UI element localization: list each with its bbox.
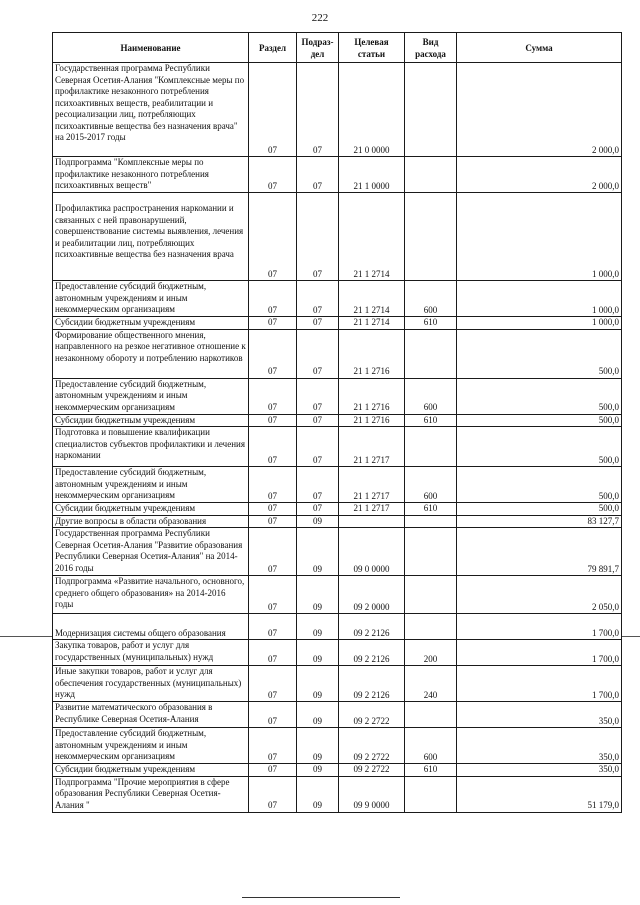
row-name: Предоставление субсидий бюджетным, автономным учреждениям и иным некоммерческим организациям <box>53 281 249 317</box>
table-row <box>53 764 622 777</box>
row-summa: 1 700,0 <box>457 640 622 666</box>
row-vid <box>405 193 457 281</box>
row-razdel: 07 <box>249 63 297 157</box>
row-summa: 500,0 <box>457 414 622 427</box>
row-celevaya: 21 1 0000 <box>339 157 405 193</box>
table-body <box>53 63 622 813</box>
row-razdel: 07 <box>249 515 297 528</box>
row-name: Подпрограмма "Прочие мероприятия в сфере образования Республики Северная Осетия-Алания " <box>53 776 249 812</box>
row-vid <box>405 427 457 467</box>
row-name: Модернизация системы общего образования <box>53 614 249 640</box>
row-summa: 79 891,7 <box>457 528 622 576</box>
row-name: Закупка товаров, работ и услуг для государственных (муниципальных) нужд <box>53 640 249 666</box>
row-summa: 2 000,0 <box>457 63 622 157</box>
table-row <box>53 640 622 666</box>
row-summa: 500,0 <box>457 467 622 503</box>
row-celevaya: 21 1 2714 <box>339 193 405 281</box>
row-vid: 610 <box>405 414 457 427</box>
row-summa: 500,0 <box>457 378 622 414</box>
row-name: Предоставление субсидий бюджетным, автономным учреждениям и иным некоммерческим организациям <box>53 467 249 503</box>
row-name: Подпрограмма "Комплексные меры по профилактике незаконного потребления психоактивных веществ" <box>53 157 249 193</box>
header-razdel: Раздел <box>249 33 297 63</box>
header-podrazdel: Подраз-дел <box>297 33 339 63</box>
row-vid: 610 <box>405 317 457 330</box>
row-summa: 83 127,7 <box>457 515 622 528</box>
table-row <box>53 467 622 503</box>
row-celevaya: 09 2 2722 <box>339 702 405 728</box>
row-vid <box>405 329 457 378</box>
row-vid: 610 <box>405 503 457 516</box>
row-name: Профилактика распространения наркомании и связанных с ней правонарушений, совершенствование системы выявления, лечения и реабилитации лиц, потребляющих психоактивные вещества без назначения врача <box>53 193 249 281</box>
row-summa: 2 000,0 <box>457 157 622 193</box>
row-podrazdel: 09 <box>297 614 339 640</box>
row-name: Государственная программа Республики Северная Осетия-Алания "Развитие образования Республики Северная Осетия-Алания" на 2014-2016 годы <box>53 528 249 576</box>
row-vid: 600 <box>405 728 457 764</box>
row-vid: 240 <box>405 666 457 702</box>
table-row <box>53 193 622 281</box>
row-podrazdel: 09 <box>297 666 339 702</box>
table-row <box>53 576 622 614</box>
row-summa: 1 700,0 <box>457 614 622 640</box>
row-razdel: 07 <box>249 776 297 812</box>
header-vid: Вид расхода <box>405 33 457 63</box>
row-podrazdel: 07 <box>297 157 339 193</box>
row-razdel: 07 <box>249 467 297 503</box>
row-celevaya: 21 1 2717 <box>339 503 405 516</box>
row-razdel: 07 <box>249 528 297 576</box>
budget-table <box>52 32 622 813</box>
row-razdel: 07 <box>249 157 297 193</box>
row-name: Субсидии бюджетным учреждениям <box>53 414 249 427</box>
row-summa: 350,0 <box>457 764 622 777</box>
row-podrazdel: 09 <box>297 515 339 528</box>
header-celevaya: Целевая статьи <box>339 33 405 63</box>
row-vid <box>405 702 457 728</box>
scan-line-bottom <box>242 897 400 898</box>
scan-line-left <box>0 636 52 637</box>
row-name: Субсидии бюджетным учреждениям <box>53 764 249 777</box>
row-celevaya: 09 9 0000 <box>339 776 405 812</box>
row-summa: 350,0 <box>457 702 622 728</box>
row-name: Другие вопросы в области образования <box>53 515 249 528</box>
table-header <box>53 33 622 63</box>
row-celevaya: 09 2 2722 <box>339 728 405 764</box>
row-podrazdel: 07 <box>297 414 339 427</box>
row-celevaya: 09 2 2126 <box>339 666 405 702</box>
row-podrazdel: 07 <box>297 281 339 317</box>
row-vid <box>405 614 457 640</box>
row-razdel: 07 <box>249 378 297 414</box>
row-name: Формирование общественного мнения, направленного на резкое негативное отношение к незаконному обороту и потреблению наркотиков <box>53 329 249 378</box>
row-name: Подготовка и повышение квалификации специалистов субъектов профилактики и лечения наркомании <box>53 427 249 467</box>
row-name: Подпрограмма «Развитие начального, основного, среднего общего образования» на 2014-2016 годы <box>53 576 249 614</box>
row-podrazdel: 09 <box>297 776 339 812</box>
table-row <box>53 776 622 812</box>
row-podrazdel: 07 <box>297 503 339 516</box>
row-vid <box>405 528 457 576</box>
row-name: Предоставление субсидий бюджетным, автономным учреждениям и иным некоммерческим организациям <box>53 728 249 764</box>
row-razdel: 07 <box>249 414 297 427</box>
row-razdel: 07 <box>249 503 297 516</box>
row-podrazdel: 07 <box>297 193 339 281</box>
row-vid <box>405 576 457 614</box>
row-name: Предоставление субсидий бюджетным, автономным учреждениям и иным некоммерческим организациям <box>53 378 249 414</box>
table-row <box>53 281 622 317</box>
table-row <box>53 702 622 728</box>
row-celevaya: 09 2 2722 <box>339 764 405 777</box>
table-row <box>53 503 622 516</box>
row-celevaya: 21 1 2714 <box>339 281 405 317</box>
row-vid <box>405 63 457 157</box>
row-celevaya: 21 1 2716 <box>339 414 405 427</box>
row-summa: 1 000,0 <box>457 193 622 281</box>
row-name: Государственная программа Республики Северная Осетия-Алания "Комплексные меры по профилактике незаконного потребления психоактивных веществ, реабилитации и ресоциализации лиц, потребляющих психоактивные вещества без назначения врача" на 2015-2017 годы <box>53 63 249 157</box>
row-summa: 500,0 <box>457 329 622 378</box>
row-razdel: 07 <box>249 666 297 702</box>
row-razdel: 07 <box>249 317 297 330</box>
row-summa: 1 000,0 <box>457 281 622 317</box>
row-summa: 51 179,0 <box>457 776 622 812</box>
row-podrazdel: 09 <box>297 764 339 777</box>
row-name: Иные закупки товаров, работ и услуг для обеспечения государственных (муниципальных) нужд <box>53 666 249 702</box>
row-celevaya <box>339 515 405 528</box>
row-summa: 500,0 <box>457 427 622 467</box>
row-summa: 350,0 <box>457 728 622 764</box>
row-celevaya: 21 1 2714 <box>339 317 405 330</box>
row-razdel: 07 <box>249 764 297 777</box>
row-name: Субсидии бюджетным учреждениям <box>53 503 249 516</box>
row-vid: 600 <box>405 467 457 503</box>
header-summa: Сумма <box>457 33 622 63</box>
table-row <box>53 63 622 157</box>
row-vid: 610 <box>405 764 457 777</box>
row-razdel: 07 <box>249 728 297 764</box>
row-name: Развитие математического образования в Республике Северная Осетия-Алания <box>53 702 249 728</box>
row-podrazdel: 07 <box>297 63 339 157</box>
table-row <box>53 329 622 378</box>
row-vid <box>405 515 457 528</box>
table-row <box>53 528 622 576</box>
table-row <box>53 614 622 640</box>
row-vid: 600 <box>405 378 457 414</box>
row-vid: 600 <box>405 281 457 317</box>
row-summa: 1 000,0 <box>457 317 622 330</box>
row-celevaya: 21 1 2717 <box>339 467 405 503</box>
row-celevaya: 21 1 2716 <box>339 329 405 378</box>
row-celevaya: 21 1 2716 <box>339 378 405 414</box>
row-podrazdel: 09 <box>297 640 339 666</box>
row-celevaya: 09 2 2126 <box>339 614 405 640</box>
row-podrazdel: 09 <box>297 728 339 764</box>
table-row <box>53 157 622 193</box>
row-celevaya: 09 2 2126 <box>339 640 405 666</box>
row-vid <box>405 776 457 812</box>
row-podrazdel: 07 <box>297 427 339 467</box>
row-name: Субсидии бюджетным учреждениям <box>53 317 249 330</box>
table-row <box>53 728 622 764</box>
scan-line-right <box>622 636 640 637</box>
table-row <box>53 378 622 414</box>
row-celevaya: 09 2 0000 <box>339 576 405 614</box>
table-row <box>53 666 622 702</box>
row-podrazdel: 09 <box>297 576 339 614</box>
row-podrazdel: 07 <box>297 378 339 414</box>
row-podrazdel: 09 <box>297 528 339 576</box>
page-number: 222 <box>311 12 329 24</box>
row-celevaya: 21 1 2717 <box>339 427 405 467</box>
row-razdel: 07 <box>249 329 297 378</box>
row-razdel: 07 <box>249 281 297 317</box>
row-razdel: 07 <box>249 193 297 281</box>
row-podrazdel: 07 <box>297 317 339 330</box>
row-podrazdel: 07 <box>297 467 339 503</box>
header-name: Наименование <box>53 33 249 63</box>
row-celevaya: 21 0 0000 <box>339 63 405 157</box>
table-row <box>53 414 622 427</box>
row-razdel: 07 <box>249 640 297 666</box>
row-razdel: 07 <box>249 427 297 467</box>
row-razdel: 07 <box>249 576 297 614</box>
row-vid <box>405 157 457 193</box>
row-summa: 2 050,0 <box>457 576 622 614</box>
table-row <box>53 317 622 330</box>
row-podrazdel: 09 <box>297 702 339 728</box>
row-celevaya: 09 0 0000 <box>339 528 405 576</box>
row-razdel: 07 <box>249 614 297 640</box>
row-summa: 1 700,0 <box>457 666 622 702</box>
table-row <box>53 515 622 528</box>
table-row <box>53 427 622 467</box>
row-podrazdel: 07 <box>297 329 339 378</box>
row-vid: 200 <box>405 640 457 666</box>
row-razdel: 07 <box>249 702 297 728</box>
row-summa: 500,0 <box>457 503 622 516</box>
